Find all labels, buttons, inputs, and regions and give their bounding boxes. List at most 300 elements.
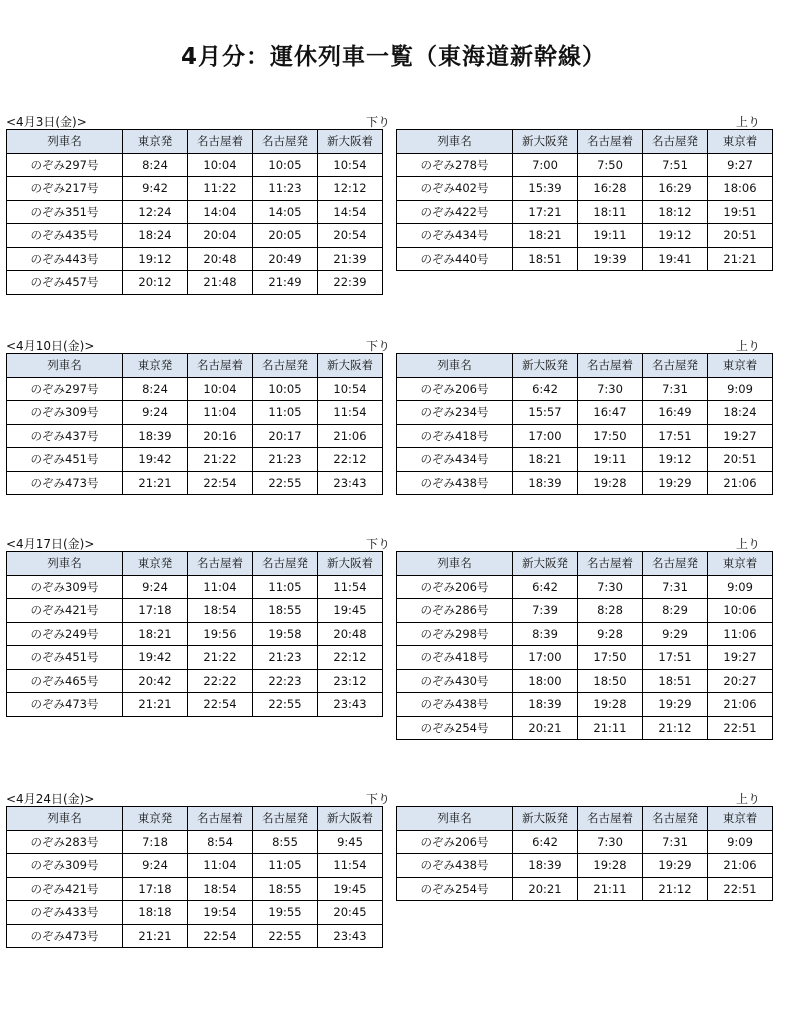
- time-cell: 7:39: [513, 599, 578, 623]
- train-name-cell: のぞみ206号: [397, 830, 513, 854]
- time-cell: 17:18: [123, 599, 188, 623]
- column-header: 名古屋発: [643, 807, 708, 831]
- column-header: 名古屋発: [643, 130, 708, 154]
- time-cell: 9:24: [123, 854, 188, 878]
- train-name-cell: のぞみ254号: [397, 716, 513, 740]
- time-cell: 22:39: [318, 271, 383, 295]
- time-cell: 9:09: [708, 830, 773, 854]
- time-cell: 18:21: [123, 622, 188, 646]
- time-cell: 16:49: [643, 401, 708, 425]
- time-cell: 16:29: [643, 177, 708, 201]
- time-cell: 20:48: [188, 247, 253, 271]
- time-cell: 17:50: [578, 424, 643, 448]
- column-header: 名古屋発: [253, 807, 318, 831]
- time-cell: 19:51: [708, 200, 773, 224]
- column-header: 名古屋発: [253, 354, 318, 378]
- time-cell: 23:43: [318, 693, 383, 717]
- page-title: 4月分：運休列車一覧（東海道新幹線）: [180, 44, 606, 70]
- time-cell: 18:55: [253, 599, 318, 623]
- column-header: 東京発: [123, 130, 188, 154]
- time-cell: 19:58: [253, 622, 318, 646]
- time-cell: 19:42: [123, 448, 188, 472]
- column-header: 新大阪発: [513, 552, 578, 576]
- section-header: [6, 337, 782, 353]
- time-cell: 6:42: [513, 377, 578, 401]
- column-header: 列車名: [7, 552, 123, 576]
- time-cell: 23:12: [318, 669, 383, 693]
- column-header: 列車名: [7, 354, 123, 378]
- time-cell: 21:48: [188, 271, 253, 295]
- train-name-cell: のぞみ402号: [397, 177, 513, 201]
- time-cell: 18:39: [513, 471, 578, 495]
- table-row: [7, 877, 383, 901]
- time-cell: 8:28: [578, 599, 643, 623]
- time-cell: 20:27: [708, 669, 773, 693]
- time-cell: 18:24: [708, 401, 773, 425]
- train-name-cell: のぞみ451号: [7, 646, 123, 670]
- time-cell: 19:28: [578, 854, 643, 878]
- time-cell: 19:29: [643, 471, 708, 495]
- section-header: [6, 113, 782, 129]
- time-cell: 10:06: [708, 599, 773, 623]
- time-cell: 7:00: [513, 153, 578, 177]
- table-row: [397, 200, 773, 224]
- time-cell: 14:04: [188, 200, 253, 224]
- time-cell: 19:41: [643, 247, 708, 271]
- time-cell: 6:42: [513, 830, 578, 854]
- down-trains-table: [6, 129, 383, 295]
- time-cell: 20:12: [123, 271, 188, 295]
- section-header: [6, 790, 782, 806]
- column-header: 名古屋着: [188, 130, 253, 154]
- time-cell: 21:12: [643, 716, 708, 740]
- train-name-cell: のぞみ254号: [397, 877, 513, 901]
- time-cell: 19:12: [643, 224, 708, 248]
- time-cell: 20:42: [123, 669, 188, 693]
- table-row: [7, 200, 383, 224]
- table-row: [7, 177, 383, 201]
- time-cell: 19:54: [188, 901, 253, 925]
- time-cell: 8:55: [253, 830, 318, 854]
- column-header: 列車名: [397, 130, 513, 154]
- column-header: 列車名: [397, 354, 513, 378]
- time-cell: 9:45: [318, 830, 383, 854]
- time-cell: 20:17: [253, 424, 318, 448]
- time-cell: 11:04: [188, 575, 253, 599]
- time-cell: 11:54: [318, 575, 383, 599]
- time-cell: 19:45: [318, 599, 383, 623]
- time-cell: 21:06: [708, 693, 773, 717]
- table-row: [397, 716, 773, 740]
- time-cell: 20:21: [513, 716, 578, 740]
- time-cell: 21:39: [318, 247, 383, 271]
- train-name-cell: のぞみ443号: [7, 247, 123, 271]
- table-row: [7, 854, 383, 878]
- time-cell: 19:55: [253, 901, 318, 925]
- time-cell: 22:22: [188, 669, 253, 693]
- time-cell: 21:11: [578, 716, 643, 740]
- time-cell: 18:39: [513, 693, 578, 717]
- column-header: 東京着: [708, 130, 773, 154]
- column-header: 東京着: [708, 354, 773, 378]
- time-cell: 18:12: [643, 200, 708, 224]
- time-cell: 19:56: [188, 622, 253, 646]
- table-row: [397, 693, 773, 717]
- train-name-cell: のぞみ249号: [7, 622, 123, 646]
- column-header: 名古屋発: [643, 552, 708, 576]
- section-header: [6, 535, 782, 551]
- time-cell: 7:31: [643, 575, 708, 599]
- time-cell: 17:18: [123, 877, 188, 901]
- time-cell: 17:21: [513, 200, 578, 224]
- time-cell: 18:54: [188, 599, 253, 623]
- time-cell: 22:12: [318, 448, 383, 472]
- column-header: 東京着: [708, 552, 773, 576]
- date-section: [6, 337, 782, 490]
- train-name-cell: のぞみ298号: [397, 622, 513, 646]
- time-cell: 19:39: [578, 247, 643, 271]
- table-row: [7, 271, 383, 295]
- time-cell: 19:27: [708, 424, 773, 448]
- down-trains-table: [6, 551, 383, 717]
- column-header: 東京発: [123, 552, 188, 576]
- time-cell: 9:09: [708, 377, 773, 401]
- table-row: [397, 247, 773, 271]
- time-cell: 22:12: [318, 646, 383, 670]
- table-row: [7, 153, 383, 177]
- train-name-cell: のぞみ309号: [7, 854, 123, 878]
- time-cell: 23:43: [318, 924, 383, 948]
- time-cell: 20:21: [513, 877, 578, 901]
- time-cell: 10:04: [188, 153, 253, 177]
- train-name-cell: のぞみ422号: [397, 200, 513, 224]
- time-cell: 19:11: [578, 224, 643, 248]
- time-cell: 19:28: [578, 471, 643, 495]
- column-header: 東京発: [123, 354, 188, 378]
- direction-label-down: 下り: [366, 792, 391, 806]
- table-header-row: [397, 552, 773, 576]
- train-name-cell: のぞみ430号: [397, 669, 513, 693]
- time-cell: 18:54: [188, 877, 253, 901]
- time-cell: 11:54: [318, 401, 383, 425]
- train-name-cell: のぞみ451号: [7, 448, 123, 472]
- time-cell: 9:24: [123, 401, 188, 425]
- train-name-cell: のぞみ438号: [397, 693, 513, 717]
- time-cell: 10:05: [253, 377, 318, 401]
- table-row: [7, 575, 383, 599]
- time-cell: 10:54: [318, 377, 383, 401]
- time-cell: 19:45: [318, 877, 383, 901]
- column-header: 名古屋着: [188, 807, 253, 831]
- time-cell: 21:06: [708, 854, 773, 878]
- train-name-cell: のぞみ421号: [7, 599, 123, 623]
- time-cell: 11:05: [253, 854, 318, 878]
- table-row: [7, 401, 383, 425]
- time-cell: 18:51: [513, 247, 578, 271]
- up-trains-table: [396, 353, 773, 495]
- time-cell: 21:12: [643, 877, 708, 901]
- time-cell: 19:12: [643, 448, 708, 472]
- time-cell: 20:49: [253, 247, 318, 271]
- down-trains-table: [6, 353, 383, 495]
- train-name-cell: のぞみ351号: [7, 200, 123, 224]
- direction-label-down: 下り: [366, 115, 391, 129]
- table-row: [397, 424, 773, 448]
- time-cell: 20:51: [708, 224, 773, 248]
- column-header: 新大阪着: [318, 354, 383, 378]
- time-cell: 18:50: [578, 669, 643, 693]
- table-row: [7, 471, 383, 495]
- time-cell: 14:05: [253, 200, 318, 224]
- table-header-row: [397, 807, 773, 831]
- column-header: 東京発: [123, 807, 188, 831]
- train-name-cell: のぞみ434号: [397, 448, 513, 472]
- time-cell: 19:29: [643, 693, 708, 717]
- table-row: [397, 622, 773, 646]
- time-cell: 22:55: [253, 471, 318, 495]
- column-header: 新大阪発: [513, 130, 578, 154]
- time-cell: 21:21: [708, 247, 773, 271]
- time-cell: 21:23: [253, 448, 318, 472]
- time-cell: 21:21: [123, 693, 188, 717]
- time-cell: 12:12: [318, 177, 383, 201]
- column-header: 名古屋着: [578, 354, 643, 378]
- table-row: [397, 471, 773, 495]
- time-cell: 9:42: [123, 177, 188, 201]
- time-cell: 7:31: [643, 830, 708, 854]
- table-row: [7, 693, 383, 717]
- train-name-cell: のぞみ421号: [7, 877, 123, 901]
- train-name-cell: のぞみ206号: [397, 575, 513, 599]
- train-name-cell: のぞみ297号: [7, 377, 123, 401]
- train-name-cell: のぞみ465号: [7, 669, 123, 693]
- time-cell: 22:55: [253, 693, 318, 717]
- table-row: [7, 377, 383, 401]
- column-header: 名古屋着: [188, 552, 253, 576]
- table-row: [397, 377, 773, 401]
- time-cell: 15:39: [513, 177, 578, 201]
- time-cell: 8:54: [188, 830, 253, 854]
- time-cell: 7:30: [578, 830, 643, 854]
- train-name-cell: のぞみ297号: [7, 153, 123, 177]
- table-header-row: [7, 354, 383, 378]
- time-cell: 20:04: [188, 224, 253, 248]
- table-row: [397, 224, 773, 248]
- column-header: 新大阪発: [513, 354, 578, 378]
- time-cell: 18:18: [123, 901, 188, 925]
- table-row: [397, 575, 773, 599]
- table-header-row: [397, 354, 773, 378]
- up-trains-table: [396, 806, 773, 901]
- column-header: 名古屋着: [578, 807, 643, 831]
- time-cell: 19:11: [578, 448, 643, 472]
- time-cell: 21:06: [708, 471, 773, 495]
- time-cell: 22:54: [188, 693, 253, 717]
- time-cell: 19:12: [123, 247, 188, 271]
- time-cell: 20:45: [318, 901, 383, 925]
- table-row: [7, 448, 383, 472]
- time-cell: 8:29: [643, 599, 708, 623]
- time-cell: 22:55: [253, 924, 318, 948]
- time-cell: 11:22: [188, 177, 253, 201]
- date-section: [6, 113, 782, 290]
- time-cell: 22:23: [253, 669, 318, 693]
- table-row: [397, 177, 773, 201]
- direction-label-down: 下り: [366, 339, 391, 353]
- train-name-cell: のぞみ309号: [7, 575, 123, 599]
- train-name-cell: のぞみ309号: [7, 401, 123, 425]
- up-trains-table: [396, 551, 773, 740]
- time-cell: 22:51: [708, 877, 773, 901]
- column-header: 列車名: [7, 807, 123, 831]
- time-cell: 21:21: [123, 471, 188, 495]
- time-cell: 22:54: [188, 471, 253, 495]
- section-date: <4月3日(金)>: [6, 115, 87, 129]
- table-row: [397, 877, 773, 901]
- up-trains-table: [396, 129, 773, 271]
- time-cell: 19:28: [578, 693, 643, 717]
- time-cell: 21:22: [188, 448, 253, 472]
- time-cell: 9:29: [643, 622, 708, 646]
- train-name-cell: のぞみ418号: [397, 424, 513, 448]
- time-cell: 17:51: [643, 646, 708, 670]
- date-section: [6, 535, 782, 735]
- time-cell: 10:05: [253, 153, 318, 177]
- time-cell: 18:21: [513, 448, 578, 472]
- train-name-cell: のぞみ435号: [7, 224, 123, 248]
- time-cell: 20:51: [708, 448, 773, 472]
- time-cell: 11:23: [253, 177, 318, 201]
- time-cell: 18:51: [643, 669, 708, 693]
- table-row: [7, 424, 383, 448]
- time-cell: 10:04: [188, 377, 253, 401]
- column-header: 名古屋着: [578, 130, 643, 154]
- table-header-row: [7, 807, 383, 831]
- column-header: 東京着: [708, 807, 773, 831]
- table-row: [7, 669, 383, 693]
- time-cell: 7:31: [643, 377, 708, 401]
- column-header: 名古屋着: [578, 552, 643, 576]
- time-cell: 21:22: [188, 646, 253, 670]
- table-row: [397, 669, 773, 693]
- time-cell: 15:57: [513, 401, 578, 425]
- table-row: [397, 153, 773, 177]
- down-trains-table: [6, 806, 383, 948]
- train-name-cell: のぞみ278号: [397, 153, 513, 177]
- time-cell: 17:00: [513, 424, 578, 448]
- time-cell: 6:42: [513, 575, 578, 599]
- time-cell: 22:51: [708, 716, 773, 740]
- table-header-row: [397, 130, 773, 154]
- time-cell: 19:27: [708, 646, 773, 670]
- time-cell: 20:48: [318, 622, 383, 646]
- time-cell: 7:18: [123, 830, 188, 854]
- train-name-cell: のぞみ438号: [397, 854, 513, 878]
- time-cell: 14:54: [318, 200, 383, 224]
- table-row: [397, 401, 773, 425]
- time-cell: 18:11: [578, 200, 643, 224]
- train-name-cell: のぞみ434号: [397, 224, 513, 248]
- table-row: [7, 599, 383, 623]
- time-cell: 7:30: [578, 377, 643, 401]
- time-cell: 7:30: [578, 575, 643, 599]
- time-cell: 20:16: [188, 424, 253, 448]
- time-cell: 18:55: [253, 877, 318, 901]
- time-cell: 16:47: [578, 401, 643, 425]
- table-row: [7, 622, 383, 646]
- train-name-cell: のぞみ418号: [397, 646, 513, 670]
- time-cell: 18:39: [513, 854, 578, 878]
- train-name-cell: のぞみ473号: [7, 693, 123, 717]
- time-cell: 19:29: [643, 854, 708, 878]
- train-name-cell: のぞみ286号: [397, 599, 513, 623]
- time-cell: 21:49: [253, 271, 318, 295]
- column-header: 名古屋着: [188, 354, 253, 378]
- column-header: 新大阪発: [513, 807, 578, 831]
- time-cell: 9:27: [708, 153, 773, 177]
- table-row: [7, 646, 383, 670]
- time-cell: 11:06: [708, 622, 773, 646]
- column-header: 名古屋発: [253, 552, 318, 576]
- direction-label-up: 上り: [736, 339, 761, 353]
- time-cell: 18:24: [123, 224, 188, 248]
- direction-label-up: 上り: [736, 537, 761, 551]
- time-cell: 21:21: [123, 924, 188, 948]
- section-date: <4月24日(金)>: [6, 792, 95, 806]
- train-name-cell: のぞみ473号: [7, 471, 123, 495]
- time-cell: 11:05: [253, 575, 318, 599]
- time-cell: 18:06: [708, 177, 773, 201]
- train-name-cell: のぞみ457号: [7, 271, 123, 295]
- time-cell: 9:24: [123, 575, 188, 599]
- direction-label-up: 上り: [736, 792, 761, 806]
- table-row: [7, 901, 383, 925]
- time-cell: 17:50: [578, 646, 643, 670]
- table-row: [397, 646, 773, 670]
- table-row: [397, 599, 773, 623]
- train-name-cell: のぞみ234号: [397, 401, 513, 425]
- time-cell: 16:28: [578, 177, 643, 201]
- time-cell: 21:06: [318, 424, 383, 448]
- time-cell: 11:54: [318, 854, 383, 878]
- section-date: <4月17日(金)>: [6, 537, 95, 551]
- time-cell: 21:11: [578, 877, 643, 901]
- train-name-cell: のぞみ283号: [7, 830, 123, 854]
- column-header: 名古屋発: [643, 354, 708, 378]
- column-header: 名古屋発: [253, 130, 318, 154]
- time-cell: 7:50: [578, 153, 643, 177]
- table-row: [7, 224, 383, 248]
- time-cell: 18:21: [513, 224, 578, 248]
- time-cell: 9:09: [708, 575, 773, 599]
- time-cell: 20:05: [253, 224, 318, 248]
- train-name-cell: のぞみ206号: [397, 377, 513, 401]
- time-cell: 11:04: [188, 854, 253, 878]
- time-cell: 20:54: [318, 224, 383, 248]
- direction-label-down: 下り: [366, 537, 391, 551]
- time-cell: 17:51: [643, 424, 708, 448]
- table-header-row: [7, 130, 383, 154]
- time-cell: 12:24: [123, 200, 188, 224]
- time-cell: 10:54: [318, 153, 383, 177]
- table-header-row: [7, 552, 383, 576]
- train-name-cell: のぞみ440号: [397, 247, 513, 271]
- time-cell: 9:28: [578, 622, 643, 646]
- time-cell: 23:43: [318, 471, 383, 495]
- time-cell: 18:39: [123, 424, 188, 448]
- train-name-cell: のぞみ433号: [7, 901, 123, 925]
- section-date: <4月10日(金)>: [6, 339, 95, 353]
